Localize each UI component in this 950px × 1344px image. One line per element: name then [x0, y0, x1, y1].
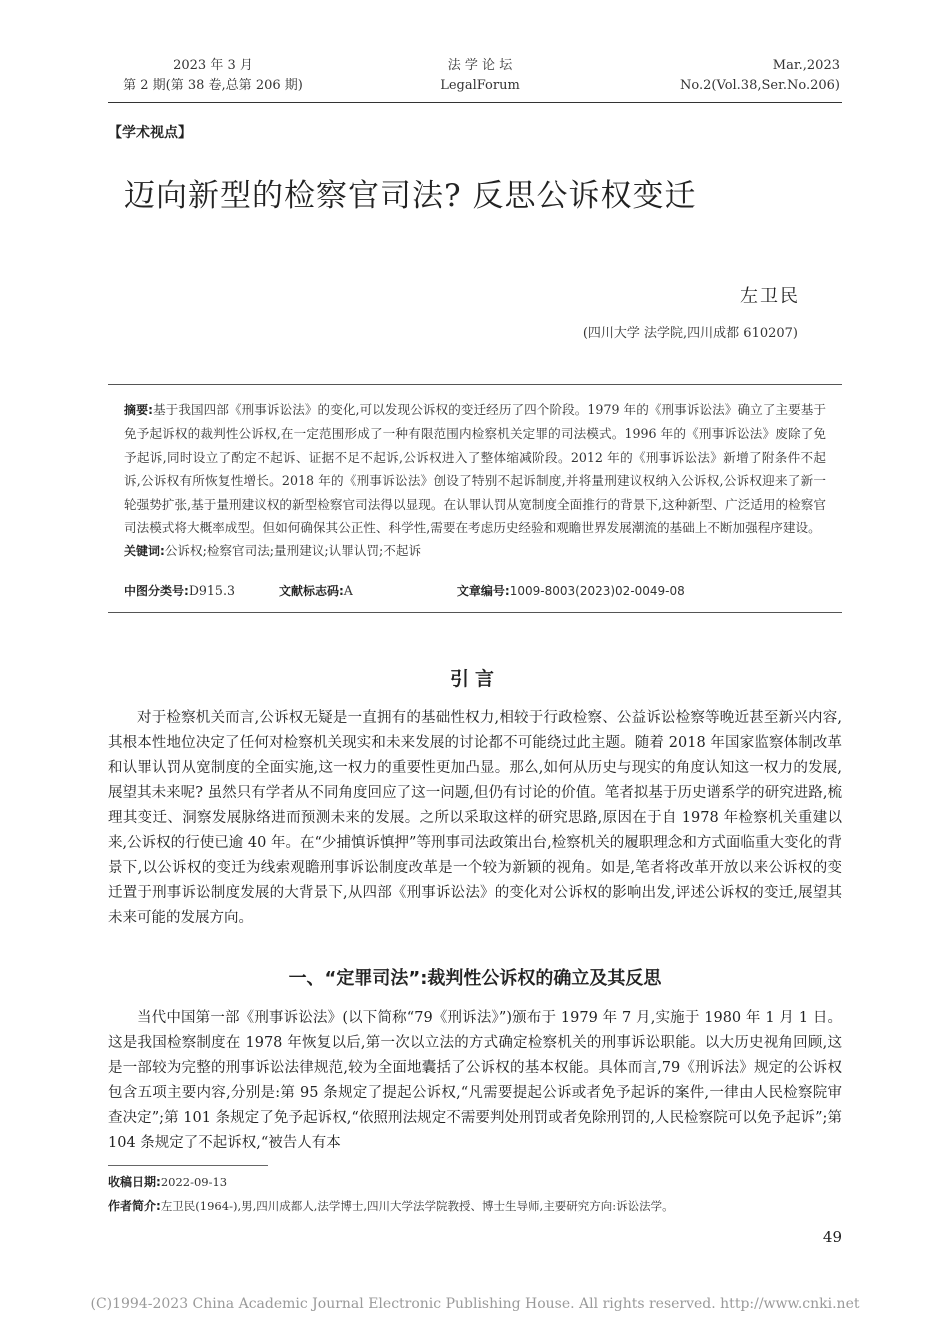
section-tag: 【学术视点】 — [108, 125, 192, 141]
section1-body — [108, 1006, 842, 1156]
intro-paragraph: 对于检察机关而言,公诉权无疑是一直拥有的基础性权力,相较于行政检察、公益诉讼检察等晚近甚至新兴内容,其根本性地位决定了任何对检察机关现实和未来发展的讨论都不可能绕过此主题。随着 2018 年国家监察体制改革和认罪认罚从宽制度的全面实施,这一权力的重要性更加凸显。那么,如何从历史与现实的角度认知这一权力的发展,展望其未来呢? 虽然只有学者从不同角度回应了这一问题,但仍有讨论的价值。笔者拟基于历史谱系学的研究进路,梳理其变迁、洞察发展脉络进而预测未来的发展。之所以采取这样的研究思路,原因在于自 1978 年检察机关重建以来,公诉权的行使已逾 40 年。在“少捕慎诉慎押”等刑事司法政策出台,检察机关的履职理念和方式面临重大变化的背景下,以公诉权的变迁为线索观瞻刑事诉讼制度改革是一个较为新颖的视角。如是,笔者将改革开放以来公诉权的变迁置于刑事诉讼制度发展的大背景下,从四部《刑事诉讼法》的变化对公诉权的影响出发,评述公诉权的变迁,展望其未来可能的发展方向。 — [108, 710, 842, 926]
article-no-value: 1009-8003(2023)02-0049-08 — [509, 584, 685, 598]
abstract — [124, 398, 826, 539]
header-date: 2023 年 3 月 — [173, 58, 253, 73]
abstract-text: 基于我国四部《刑事诉讼法》的变化,可以发现公诉权的变迁经历了四个阶段。1979 年的《刑事诉讼法》确立了主要基于免予起诉权的裁判性公诉权,在一定范围形成了一种有限范围内检察机关定罪的司法模式。1996 年的《刑事诉讼法》废除了免予起诉,同时设立了酌定不起诉、证据不足不起诉,公诉权进入了整体缩减阶段。2012 年的《刑事诉讼法》新增了附条件不起诉,公诉权有所恢复性增长。2018 年的《刑事诉讼法》创设了特别不起诉制度,并将量刑建议权纳入公诉权,公诉权迎来了新一轮强势扩张,基于量刑建议权的新型检察官司法得以显现。在认罪认罚从宽制度全面推行的背景下,这种新型、广泛适用的检察官司法模式将大概率成型。但如何确保其公正性、科学性,需要在考虑历史经验和观瞻世界发展潮流的基础上不断加强程序建设。 — [124, 402, 826, 536]
abstract-top-divider — [108, 384, 842, 385]
author-name: 左卫民 — [740, 286, 800, 307]
classification-row — [124, 582, 826, 599]
abstract-block — [124, 398, 826, 564]
received-date — [108, 1173, 227, 1190]
header-journal-name — [425, 56, 535, 96]
bio-value: 左卫民(1964-),男,四川成都人,法学博士,四川大学法学院教授、博士生导师,主要研究方向:诉讼法学。 — [160, 1199, 674, 1213]
header-journal-cn: 法 学 论 坛 — [447, 58, 513, 73]
intro-heading: 引言 — [449, 668, 500, 690]
header-volume-en: No.2(Vol.38,Ser.No.206) — [680, 78, 840, 93]
abstract-label: 摘要: — [124, 403, 153, 417]
author-affiliation: (四川大学 法学院,四川成都 610207) — [582, 326, 798, 341]
bio-label: 作者简介: — [108, 1199, 161, 1213]
keywords-label: 关键词: — [124, 544, 165, 559]
header-divider — [108, 102, 842, 103]
clc-value: D915.3 — [188, 583, 235, 598]
article-no-label: 文章编号: — [456, 584, 510, 598]
intro-body — [108, 706, 842, 931]
section1-heading: 一、“定罪司法”:裁判性公诉权的确立及其反思 — [288, 968, 662, 989]
page-number: 49 — [822, 1228, 842, 1246]
footnote-divider — [108, 1165, 268, 1166]
doc-code-label: 文献标志码: — [278, 584, 344, 598]
author-bio — [108, 1197, 674, 1214]
header-journal-en: LegalForum — [440, 78, 520, 93]
received-label: 收稿日期: — [108, 1175, 161, 1189]
clc-label: 中图分类号: — [124, 584, 189, 598]
keywords — [124, 539, 826, 563]
article-title: 迈向新型的检察官司法? 反思公诉权变迁 — [124, 178, 697, 214]
received-value: 2022-09-13 — [160, 1175, 228, 1189]
copyright-watermark: (C)1994-2023 China Academic Journal Electronic Publishing House. All rights reserved. http://www.cnki.net — [90, 1296, 860, 1312]
header-issue-info-en — [640, 56, 840, 96]
header-issue-info — [108, 56, 318, 96]
section1-paragraph: 当代中国第一部《刑事诉讼法》(以下简称“79《刑诉法》”)颁布于 1979 年 7 月,实施于 1980 年 1 月 1 日。这是我国检察制度在 1978 年恢复以后,第一次以立法的方式确定检察机关的刑事诉讼职能。以大历史视角回顾,这是一部较为完整的刑事诉讼法律规范,较为全面地囊括了公诉权的基本权能。具体而言,79《刑诉法》规定的公诉权包含五项主要内容,分别是:第 95 条规定了提起公诉权,“凡需要提起公诉或者免予起诉的案件,一律由人民检察院审查决定”;第 101 条规定了免予起诉权,“依照刑法规定不需要判处刑罚或者免除刑罚的,人民检察院可以免予起诉”;第 104 条规定了不起诉权,“被告人有本 — [108, 1010, 842, 1151]
header-date-en: Mar.,2023 — [772, 58, 840, 73]
doc-code-value: A — [343, 583, 353, 598]
abstract-bottom-divider — [108, 612, 842, 613]
keywords-text: 公诉权;检察官司法;量刑建议;认罪认罚;不起诉 — [164, 543, 422, 559]
header-volume: 第 2 期(第 38 卷,总第 206 期) — [123, 78, 303, 93]
